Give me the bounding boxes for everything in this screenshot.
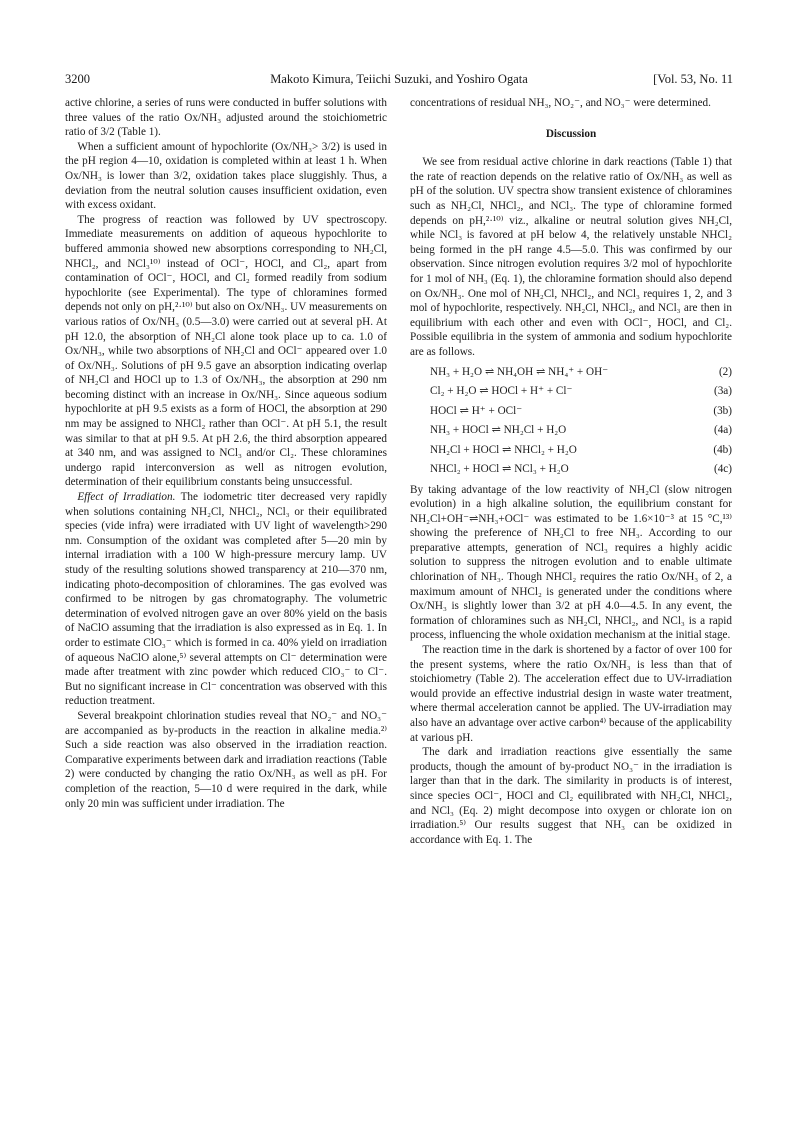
left-column: [65, 96, 387, 811]
equation-body: NHCl₂ + HOCl ⇌ NCl₃ + H₂O: [430, 463, 569, 475]
running-header: [65, 72, 733, 90]
equation-number: (3b): [713, 404, 732, 417]
paragraph: By taking advantage of the low reactivity of NH₂Cl (slow nitrogen evolution) in a high alkaline solution, the equilibrium constant for NH₂Cl+OH⁻⇌NH₃+OCl⁻ was estimated to be 1.6×10⁻³ at 15 °C,¹³⁾ showing the preference of NH₂Cl to free NH₃. According to our preparative attempts, generation of NCl₃ requires a highly acidic solution to suppress the nitrogen evolution and to enable ultimate chlorination of NH₃. Though NHCl₂ requires the ratio Ox/NH₃ of 2, a maximum amount of NHCl₂ is generated under the conditions where Ox/NH₃ is slightly lower than 3/2 at pH 4.0—4.5. In any event, the formation of chloramines such as NH₂Cl, NHCl₂, and NCl₃ is a rapid process, influencing the whole oxidation mechanism at the initial stage.: [410, 483, 732, 642]
paragraph: Several breakpoint chlorination studies reveal that NO₂⁻ and NO₃⁻ are accompanied as by-products in the reaction in alkaline media.²⁾ Such a side reaction was also observed in the irradiation reaction. Comparative experiments between dark and irradiation reactions (Table 2) were conducted by changing the ratio Ox/NH₃ as well as pH. For completion of the reaction, 5—10 d were required in the dark, while only 20 min was sufficient under irradiation. The: [65, 709, 387, 810]
equation-number: (2): [718, 365, 732, 378]
volume-info: [Vol. 53, No. 11: [653, 72, 733, 86]
paragraph: concentrations of residual NH₃, NO₂⁻, and NO₃⁻ were determined.: [410, 97, 711, 109]
paragraph: When a sufficient amount of hypochlorite (Ox/NH₃> 3/2) is used in the pH region 4—10, oxidation is completed within at least 1 h. When Ox/NH₃ is lower than 3/2, oxidation takes place sluggishly. Thus, a deviation from the neutral solution causes insufficient oxidation, even with excess oxidant.: [65, 140, 387, 212]
equation: [410, 441, 732, 461]
paragraph-text: The iodometric titer decreased very rapidly when solutions containing NH₂Cl, NHCl₂, NCl₃ or their equilibrated species (vide infra) were irradiated with UV light of wavelength>290 nm. Consumption of the oxidant was completed after 5—20 min by internal irradiation with a 100 W high-pressure mercury lamp. UV study of the resulting solutions showed transparency at 210—370 nm, indicating photo-decomposition of chloramines. The gas evolved was confirmed to be nitrogen by gas chromatography. The volumetric determination of evolved nitrogen gave an over 80% yield on the basis of NaClO assuming that the irradiation is also expressed as in Eq. 1. In order to estimate ClO₃⁻ which is formed in ca. 40% yield on irradiation of aqueous NaClO alone,⁵⁾ several attempts on Cl⁻ determination were made after treatment with zinc powder which reduced ClO₃⁻ to Cl⁻. But no significant increase in Cl⁻ concentration was observed with this reduction treatment.: [65, 491, 387, 708]
equation-body: NH₃ + H₂O ⇌ NH₄OH ⇌ NH₄⁺ + OH⁻: [430, 365, 609, 378]
equation: [410, 421, 732, 441]
equation: [410, 363, 732, 383]
paragraph: The progress of reaction was followed by UV spectroscopy. Immediate measurements on addition of aqueous hypochlorite to buffered ammonia showed new absorptions corresponding to NH₂Cl, NHCl₂, and NCl₃¹⁰⁾ instead of OCl⁻, HOCl, and Cl₂, apart from contamination of OCl⁻, HOCl, and Cl₂ formed readily from sodium hypochlorite (see Experimental). The type of chloramines formed depends not only on pH,²·¹⁰⁾ but also on Ox/NH₃. UV measurements on various ratios of Ox/NH₃ (0.5—3.0) were carried out at several pH. At pH 12.0, the absorption of NH₂Cl alone took place up to ca. 1.0 of Ox/NH₃, while two absorptions of NH₂Cl and OCl⁻ appeared over 1.0 of Ox/NH₃. Solutions of pH 9.5 gave an absorption indicating overlap of NH₂Cl and HOCl up to 1.3 of Ox/NH₃, the absorption at 290 nm becoming distinct with an increase in Ox/NH₃. Since aqueous sodium hypochlorite at pH 9.5 exists as a form of HOCl, the absorption at 290 nm may be assigned to NHCl₂ rather than OCl⁻. At pH 5.1, the result was similar to that at pH 9.5. At pH 2.6, the third absorption appeared at 340 nm, and was assigned to NCl₃ and/or Cl₂. These chloramines undergo rapid interconversion as well as nitrogen evolution, determination of their equilibrium constants being unsuccessful.: [65, 213, 387, 489]
equation-body: NH₂Cl + HOCl ⇌ NHCl₂ + H₂O: [430, 443, 577, 456]
paragraph: [65, 490, 387, 709]
equation-number: (4a): [713, 424, 732, 436]
section-label: Effect of Irradiation.: [77, 491, 176, 504]
equation: [410, 382, 732, 402]
equation-number: (4c): [713, 463, 732, 475]
authors-line: Makoto Kimura, Teiichi Suzuki, and Yoshiro Ogata: [270, 72, 528, 86]
paragraph: The dark and irradiation reactions give essentially the same products, though the amount of by-product NO₃⁻ in the irradiation is larger than that in the dark. The similarity in products is of interest, since species OCl⁻, HOCl and Cl₂ equilibrated with NH₂Cl, NHCl₂, and NCl₃ (Eq. 2) might decompose into oxygen or chlorate ion on irradiation.⁵⁾ Our results suggest that NH₃ can be oxidized in accordance with Eq. 1. The: [410, 746, 732, 846]
equation: [410, 460, 732, 480]
equation-body: HOCl ⇌ H⁺ + OCl⁻: [430, 404, 523, 417]
section-heading: Discussion: [545, 127, 597, 140]
equation-body: NH₃ + HOCl ⇌ NH₂Cl + H₂O: [430, 424, 567, 436]
paragraph: active chlorine, a series of runs were conducted in buffer solutions with three values of the ratio Ox/NH₃ adjusted around the stoichiometric ratio of 3/2 (Table 1).: [65, 97, 387, 139]
page-number: 3200: [65, 72, 90, 86]
equation-number: (4b): [713, 443, 732, 456]
paragraph: The reaction time in the dark is shortened by a factor of over 100 for the present systems, where the ratio Ox/NH₃ is less than that of stoichiometry (Table 2). The acceleration effect due to UV-irradiation would provide an effective industrial design in waste water treatment, where thermal acceleration cannot be applied. The UV-irradiation may also have an advantage over active carbon⁴⁾ because of the applicability at various pH.: [410, 644, 732, 744]
equation-number: (3a): [713, 385, 732, 397]
paragraph: We see from residual active chlorine in dark reactions (Table 1) that the rate of reaction depends on the relative ratio of Ox/NH₃ as well as pH of the solution. UV spectra show transient existence of chloramines such as NH₂Cl, NHCl₂, and NCl₃. The type of chloramine formed depends on pH,²·¹⁰⁾ viz., alkaline or neutral solution gives NH₂Cl, while NCl₃ is favored at pH below 4, the relatively unstable NHCl₂ being formed in the pH range 4.5—5.0. This was confirmed by our observation. Since nitrogen evolution requires 3/2 mol of hypochlorite for 1 mol of NH₃ (Eq. 1), the chloramine formation should also depend on Ox/NH₃. One mol of NH₂Cl, NHCl₂, and NCl₃ requires 1, 2, and 3 mol of hypochlorite, respectively. NH₂Cl, NHCl₂, and NCl₃ are then in equilibrium with each other and even with OCl⁻, HOCl, and Cl₂. Possible equilibria in the system of ammonia and sodium hypochlorite are as follows.: [410, 156, 732, 358]
right-column: [410, 96, 732, 847]
equation-body: Cl₂ + H₂O ⇌ HOCl + H⁺ + Cl⁻: [430, 385, 573, 397]
equation: [410, 402, 732, 422]
